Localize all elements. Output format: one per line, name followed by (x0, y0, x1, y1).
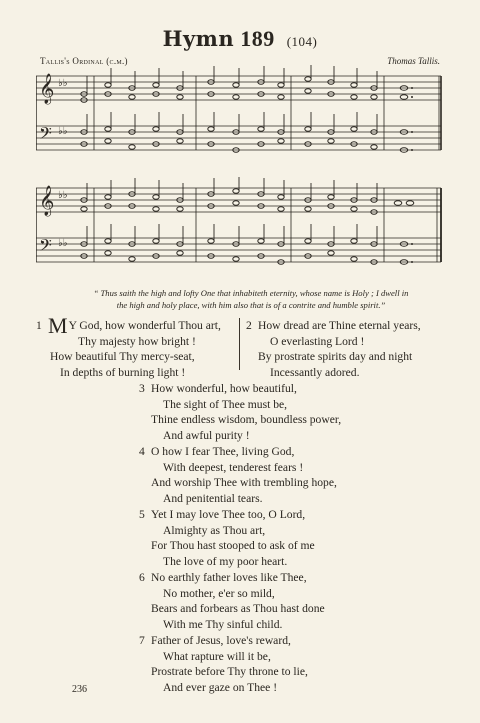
verse-number: 5 (139, 508, 145, 521)
verse-5 (139, 507, 315, 569)
music-system-2 (36, 176, 446, 272)
verse-line: Father of Jesus, love's reward, (151, 634, 291, 647)
page-number: 236 (72, 684, 87, 695)
verse-number: 3 (139, 382, 145, 395)
verse-number: 6 (139, 571, 145, 584)
drop-cap: M (48, 313, 68, 338)
svg-text:♭♭: ♭♭ (58, 238, 68, 249)
verse-line: No earthly father loves like Thee, (151, 571, 307, 584)
verse-line: For Thou hast stooped to ask of me (151, 539, 315, 552)
svg-text:𝄞: 𝄞 (39, 186, 55, 215)
verse-6 (139, 570, 325, 632)
music-staff-system-1 (36, 64, 446, 160)
verse-number: 7 (139, 634, 145, 647)
music-staff-system-2 (36, 176, 446, 272)
verse-7 (139, 633, 308, 695)
svg-text:♭♭: ♭♭ (58, 78, 68, 89)
verse-line: Almighty as Thou art, (163, 523, 266, 537)
verse-line: And awful purity ! (163, 428, 250, 442)
composer-name: Thomas Tallis. (387, 56, 440, 66)
svg-text:𝄢: 𝄢 (39, 237, 52, 259)
svg-text:♭♭: ♭♭ (58, 190, 68, 201)
verse-line: And worship Thee with trembling hope, (151, 476, 337, 489)
verse-1 (36, 313, 221, 380)
verse-line: And penitential tears. (163, 491, 263, 505)
verse-2 (246, 318, 421, 380)
verse-line: How beautiful Thy mercy-seat, (50, 350, 195, 363)
verse-line: With deepest, tenderest fears ! (163, 460, 304, 474)
scripture-quote (78, 287, 424, 311)
column-divider (239, 318, 240, 370)
verse-number: 2 (246, 319, 252, 332)
hymn-number: 189 (240, 26, 275, 51)
verse-line: The love of my poor heart. (163, 554, 288, 568)
tune-name: Tallis's Ordinal (c.m.) (40, 56, 128, 66)
verse-line: Prostrate before Thy throne to lie, (151, 665, 308, 678)
hymn-title-word: Hymn (162, 26, 235, 51)
verse-line: Bears and forbears as Thou hast done (151, 602, 325, 615)
verse-line: Y God, how wonderful Thou art, (68, 319, 221, 332)
verse-line: How wonderful, how beautiful, (151, 382, 297, 395)
verse-line: With me Thy sinful child. (163, 617, 283, 631)
verse-line: No mother, e'er so mild, (163, 586, 275, 600)
verse-line: Incessantly adored. (270, 365, 360, 379)
verse-4 (139, 444, 337, 506)
verse-line: Yet I may love Thee too, O Lord, (151, 508, 306, 521)
scripture-line: the high and holy place, with him also that is of a contrite and humble spirit.” (116, 300, 386, 310)
hymn-title (0, 26, 480, 52)
verse-3 (139, 381, 341, 443)
verse-line: O how I fear Thee, living God, (151, 445, 295, 458)
verse-line: By prostrate spirits day and night (258, 350, 413, 363)
verse-line: What rapture will it be, (163, 649, 271, 663)
scripture-line: “ Thus saith the high and lofty One that inhabiteth eternity, whose name is Holy ; I dwell in (93, 288, 409, 298)
music-system-1 (36, 64, 446, 160)
svg-text:♭♭: ♭♭ (58, 126, 68, 137)
verse-line: The sight of Thee must be, (163, 397, 288, 411)
verse-line: O everlasting Lord ! (270, 334, 365, 348)
verse-line: And ever gaze on Thee ! (163, 680, 278, 694)
verse-number: 1 (36, 319, 42, 332)
svg-text:𝄢: 𝄢 (39, 125, 52, 147)
svg-text:𝄞: 𝄞 (39, 74, 55, 103)
hymn-alt-number: (104) (286, 34, 318, 49)
verse-line: Thine endless wisdom, boundless power, (151, 413, 342, 426)
verse-number: 4 (139, 445, 145, 458)
verse-line: How dread are Thine eternal years, (258, 319, 421, 332)
verse-line: In depths of burning light ! (60, 365, 186, 379)
verse-line: Thy majesty how bright ! (78, 334, 196, 348)
